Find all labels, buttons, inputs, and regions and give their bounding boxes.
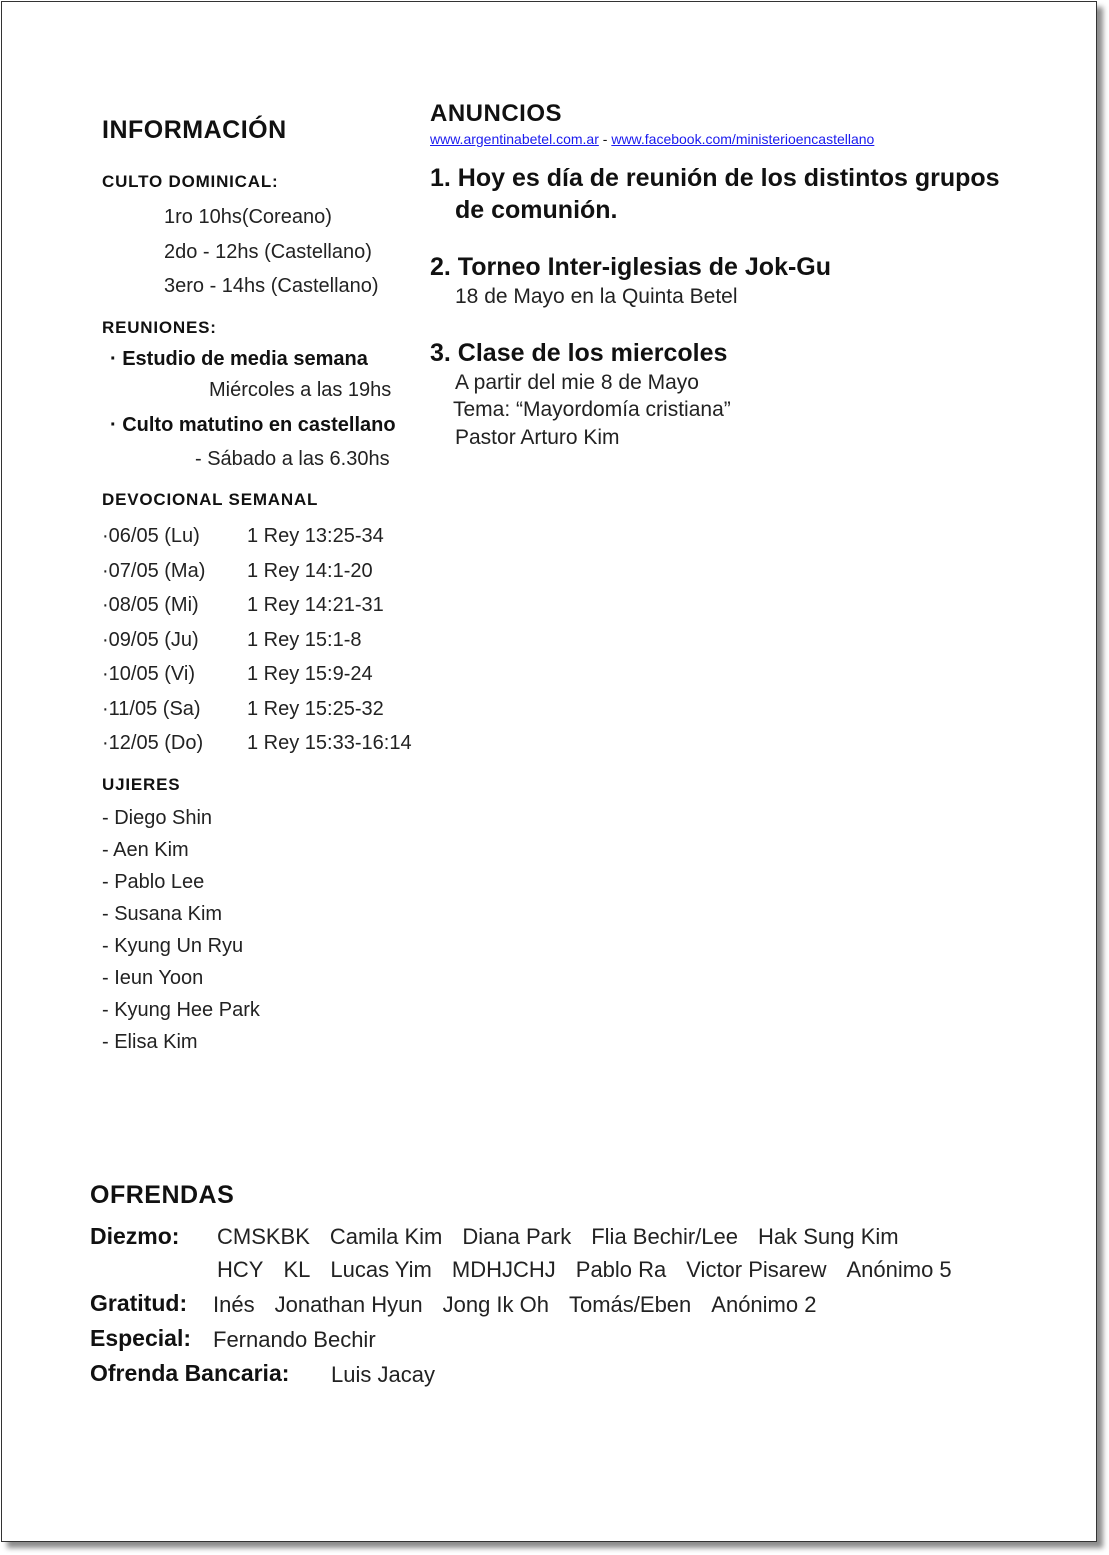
offering-name: KL <box>283 1257 311 1282</box>
offering-name: Camila Kim <box>329 1224 443 1249</box>
ujier-name: - Pablo Lee <box>102 871 205 893</box>
reunion-detail-2: - Sábado a las 6.30hs <box>195 448 390 470</box>
ujier-name: - Susana Kim <box>102 903 223 925</box>
offering-name: Anónimo 5 <box>846 1257 952 1282</box>
anuncios-links <box>430 131 874 147</box>
devocional-ref: 1 Rey 15:9-24 <box>247 663 373 685</box>
offering-name: Hak Sung Kim <box>757 1224 899 1249</box>
especial-label: Especial: <box>90 1325 191 1351</box>
ofrendas-title: OFRENDAS <box>90 1181 235 1209</box>
culto-line-3: 3ero - 14hs (Castellano) <box>164 275 379 297</box>
culto-line-2: 2do - 12hs (Castellano) <box>164 241 372 263</box>
devocional-ref: 1 Rey 15:25-32 <box>247 698 384 720</box>
anuncio-1-title-line2: de comunión. <box>455 196 618 224</box>
diezmo-names-row1 <box>217 1224 919 1250</box>
gratitud-names <box>213 1292 836 1318</box>
devocional-date: ·12/05 (Do) <box>102 732 204 754</box>
offering-name: Anónimo 2 <box>711 1292 817 1317</box>
devocional-date: ·08/05 (Mi) <box>102 594 199 616</box>
anuncio-2-title: 2. Torneo Inter-iglesias de Jok-Gu <box>430 253 832 281</box>
anuncio-1-title-line1: 1. Hoy es día de reunión de los distintos grupos <box>430 164 1000 192</box>
website-link[interactable]: www.argentinabetel.com.ar <box>430 131 599 147</box>
devocional-date: ·09/05 (Ju) <box>102 629 199 651</box>
devocional-ref: 1 Rey 15:33-16:14 <box>247 732 412 754</box>
devocional-date: ·07/05 (Ma) <box>102 560 206 582</box>
offering-name: Inés <box>213 1292 255 1317</box>
offering-name: Tomás/Eben <box>568 1292 692 1317</box>
bancaria-names: Luis Jacay <box>331 1362 435 1387</box>
devocional-date: ·10/05 (Vi) <box>102 663 196 685</box>
ujier-name: - Kyung Hee Park <box>102 999 260 1021</box>
anuncio-3-line: Tema: “Mayordomía cristiana” <box>453 398 731 421</box>
bancaria-label: Ofrenda Bancaria: <box>90 1360 290 1386</box>
offering-name: Flia Bechir/Lee <box>591 1224 738 1249</box>
offering-name: Jonathan Hyun <box>274 1292 423 1317</box>
devocional-heading: DEVOCIONAL SEMANAL <box>102 490 319 509</box>
anuncio-3-title: 3. Clase de los miercoles <box>430 339 728 367</box>
ujier-name: - Aen Kim <box>102 839 189 861</box>
ujieres-heading: UJIERES <box>102 775 181 794</box>
link-separator: - <box>598 131 612 147</box>
devocional-date: ·11/05 (Sa) <box>102 698 201 720</box>
devocional-date: ·06/05 (Lu) <box>102 525 200 547</box>
offering-name: HCY <box>217 1257 264 1282</box>
diezmo-label: Diezmo: <box>90 1223 180 1249</box>
devocional-ref: 1 Rey 15:1-8 <box>247 629 362 651</box>
offering-name: Diana Park <box>462 1224 572 1249</box>
offering-name: Pablo Ra <box>575 1257 667 1282</box>
offering-name: Lucas Yim <box>330 1257 432 1282</box>
reunion-title-1: · Estudio de media semana <box>110 348 368 370</box>
devocional-ref: 1 Rey 14:1-20 <box>247 560 373 582</box>
ujier-name: - Ieun Yoon <box>102 967 204 989</box>
anuncio-2-line: 18 de Mayo en la Quinta Betel <box>455 285 738 308</box>
devocional-ref: 1 Rey 14:21-31 <box>247 594 384 616</box>
culto-dominical-heading: CULTO DOMINICAL: <box>102 172 279 191</box>
offering-name: Jong Ik Oh <box>442 1292 549 1317</box>
informacion-title: INFORMACIÓN <box>102 116 287 144</box>
especial-names: Fernando Bechir <box>213 1327 376 1352</box>
gratitud-label: Gratitud: <box>90 1290 188 1316</box>
offering-name: CMSKBK <box>217 1224 310 1249</box>
ujier-name: - Kyung Un Ryu <box>102 935 244 957</box>
reunion-detail-1: Miércoles a las 19hs <box>209 379 392 401</box>
ujier-name: - Elisa Kim <box>102 1031 198 1053</box>
anuncios-title: ANUNCIOS <box>430 100 563 127</box>
devocional-ref: 1 Rey 13:25-34 <box>247 525 384 547</box>
reuniones-heading: REUNIONES: <box>102 318 217 337</box>
ujier-name: - Diego Shin <box>102 807 213 829</box>
facebook-link[interactable]: www.facebook.com/ministerioencastellano <box>611 131 875 147</box>
anuncio-3-line: A partir del mie 8 de Mayo <box>455 371 699 394</box>
anuncio-3-line: Pastor Arturo Kim <box>455 426 620 449</box>
reunion-title-2: · Culto matutino en castellano <box>110 414 396 436</box>
offering-name: Victor Pisarew <box>686 1257 827 1282</box>
offering-name: MDHJCHJ <box>451 1257 556 1282</box>
culto-line-1: 1ro 10hs(Coreano) <box>164 206 332 228</box>
diezmo-names-row2 <box>217 1257 972 1283</box>
bulletin-page <box>1 1 1097 1542</box>
